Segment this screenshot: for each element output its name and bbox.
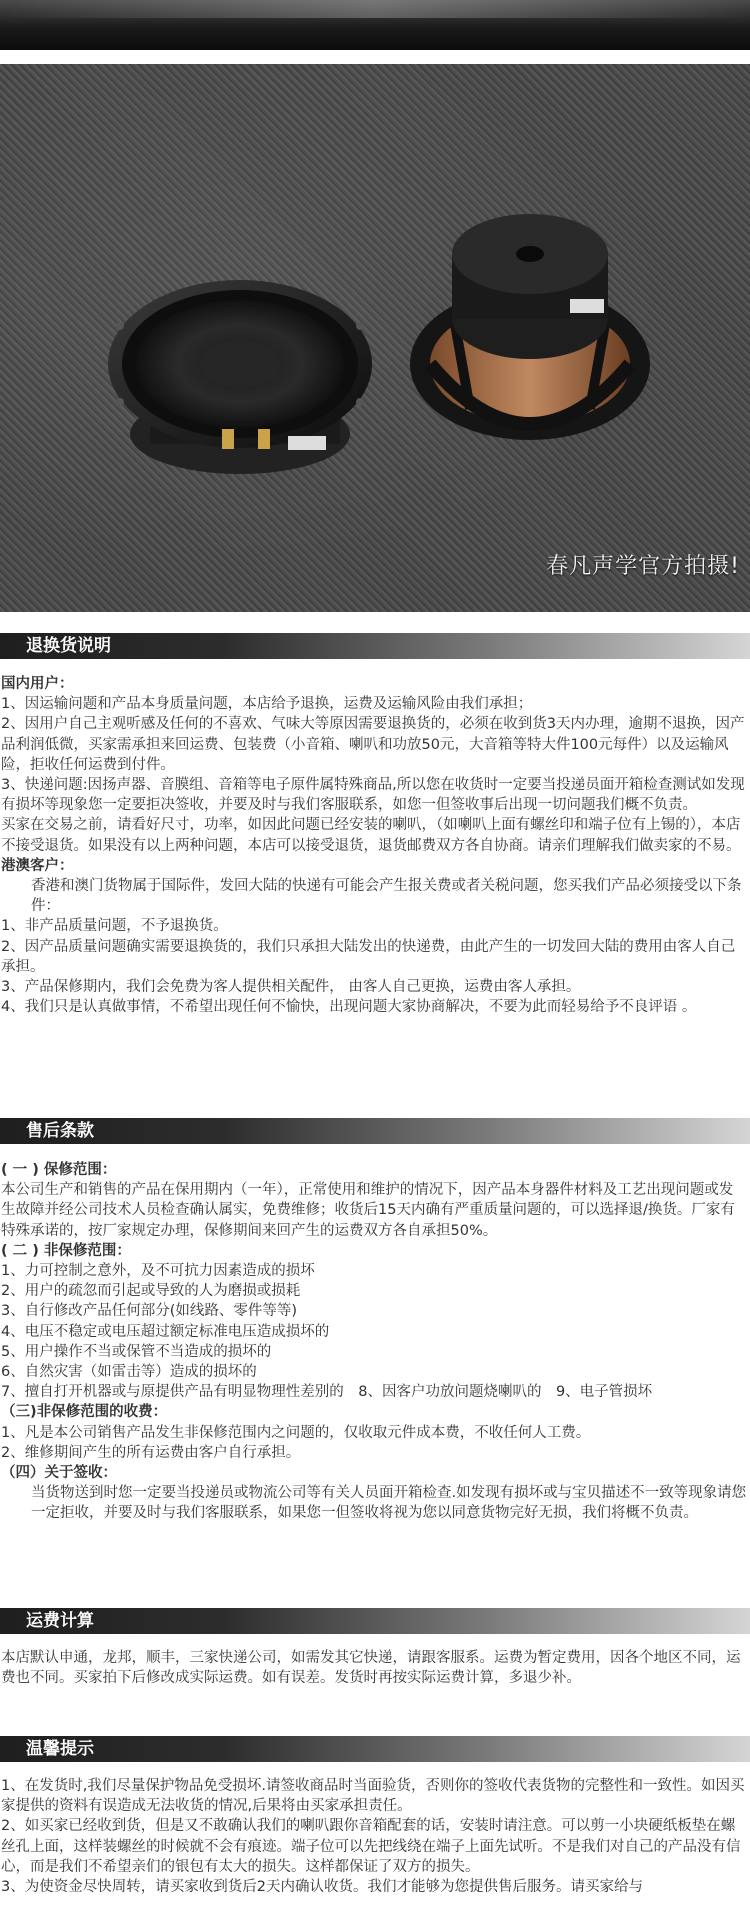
speakers-illustration bbox=[0, 64, 750, 612]
returns-line: 买家在交易之前，请看好尺寸，功率，如因此问题已经安装的喇叭，（如喇叭上面有螺丝印和端子位有上锡的），本店不接受退货。如果没有以上两种问题，本店可以接受退货，退货邮费双方各自协商。请亲们理解我们做卖家的不易。 bbox=[1, 817, 741, 854]
non-warranty-line: 3、自行修改产品任何部分(如线路、零件等等) bbox=[1, 1303, 298, 1320]
section-title: 售后条款 bbox=[26, 1121, 94, 1141]
tips-line: 2、如买家已经收到货，但是又不敢确认我们的喇叭跟你音箱配套的话，安装时请注意。可以剪一小块硬纸板垫在螺丝孔上面，这样装螺丝的时候就不会有痕迹。端子位可以先把线绕在端子上面先试听。不是我们对自己的产品没有信心，而是我们不希望亲们的银包有太大的损失。这样都保证了双方的损失。 bbox=[1, 1818, 741, 1875]
returns-line: 1、因运输问题和产品本身质量问题，本店给予退换，运费及运输风险由我们承担； bbox=[1, 696, 533, 713]
section-title: 运费计算 bbox=[26, 1611, 94, 1631]
section-title: 退换货说明 bbox=[26, 636, 111, 656]
tips-content bbox=[1, 1776, 747, 1897]
section-title: 温馨提示 bbox=[26, 1739, 94, 1759]
non-warranty-line: 5、用户操作不当或保管不当造成的损坏的 bbox=[1, 1343, 272, 1360]
section-header-tips bbox=[0, 1736, 750, 1762]
hk-heading: 港澳客户： bbox=[1, 857, 74, 874]
fees-heading: （三)非保修范围的收费： bbox=[1, 1404, 168, 1421]
non-warranty-line: 7、擅自打开机器或与原提供产品有明显物理性差别的 8、因客户功放问题烧喇叭的 9、电子管损坏 bbox=[1, 1384, 653, 1401]
section-header-returns bbox=[0, 633, 750, 659]
photo-watermark: 春凡声学官方拍摄! bbox=[546, 554, 740, 579]
shipping-content bbox=[1, 1648, 747, 1688]
fees-line: 1、凡是本公司销售产品发生非保修范围内之问题的，仅收取元件成本费，不收任何人工费。 bbox=[1, 1424, 591, 1441]
tips-line: 3、为使资金尽快周转，请买家收到货后2天内确认收货。我们才能够为您提供售后服务。请买家给与 bbox=[1, 1879, 643, 1896]
hk-line: 4、我们只是认真做事情，不希望出现任何不愉快，出现问题大家协商解决，不要为此而轻易给予不良评语 。 bbox=[1, 999, 697, 1016]
non-warranty-line: 6、自然灾害（如雷击等）造成的损坏的 bbox=[1, 1364, 257, 1381]
non-warranty-line: 1、力可控制之意外，及不可抗力因素造成的损坏 bbox=[1, 1263, 315, 1280]
returns-content bbox=[1, 674, 747, 1017]
shipping-text: 本店默认申通，龙邦，顺丰，三家快递公司，如需发其它快递，请跟客服系。运费为暂定费用，因各个地区不同，运费也不同。买家拍下后修改成实际运费。如有误差。发货时再按实际运费计算，多退少补。 bbox=[1, 1650, 741, 1687]
hk-line: 1、非产品质量问题，不予退换货。 bbox=[1, 918, 228, 935]
aftersales-content bbox=[1, 1160, 747, 1524]
hk-line: 3、产品保修期内，我们会免费为客人提供相关配件， 由客人自己更换，运费由客人承担。 bbox=[1, 979, 581, 996]
product-photo bbox=[0, 64, 750, 612]
warranty-heading: ( 一 ) 保修范围： bbox=[1, 1162, 117, 1178]
section-header-shipping bbox=[0, 1608, 750, 1634]
sign-text: 当货物送到时您一定要当投递员或物流公司等有关人员面开箱检查.如发现有损坏或与宝贝描述不一致等现象请您一定拒收，并要及时与我们客服联系，如果您一但签收将视为您以同意货物完好无损，我们将概不负责。 bbox=[31, 1485, 747, 1522]
fees-line: 2、维修期间产生的所有运费由客户自行承担。 bbox=[1, 1444, 301, 1461]
warranty-text: 本公司生产和销售的产品在保用期内（一年），正常使用和维护的情况下，因产品本身器件材料及工艺出现问题或发生故障并经公司技术人员检查确认属实，免费维修；收货后15天内确有严重质量问题的，可以选择退/换货。厂家有特殊承诺的，按厂家规定办理，保修期间来回产生的运费双方各自承担50%。 bbox=[1, 1182, 735, 1239]
tips-line: 1、在发货时,我们尽量保护物品免受损坏.请签收商品时当面验货，否则你的签收代表货物的完整性和一致性。如因买家提供的资料有误造成无法收货的情况,后果将由买家承担责任。 bbox=[1, 1778, 745, 1815]
section-header-aftersales bbox=[0, 1118, 750, 1144]
hk-line: 2、因产品质量问题确实需要退换货的，我们只承担大陆发出的快递费，由此产生的一切发回大陆的费用由客人自己承担。 bbox=[1, 938, 736, 975]
sign-heading: （四）关于签收： bbox=[1, 1465, 117, 1482]
domestic-heading: 国内用户： bbox=[1, 676, 74, 692]
non-warranty-line: 2、用户的疏忽而引起或导致的人为磨损或损耗 bbox=[1, 1283, 301, 1300]
returns-line: 3、快递问题:因扬声器、音膜组、音箱等电子原件属特殊商品,所以您在收货时一定要当投递员面开箱检查测试如发现有损坏等现象您一定要拒决签收，并要及时与我们客服联系，如您一但签收事后出现一切问题我们概不负责。 bbox=[1, 777, 745, 814]
non-warranty-heading: ( 二 ) 非保修范围： bbox=[1, 1242, 131, 1259]
returns-line: 2、因用户自己主观听感及任何的不喜欢、气味大等原因需要退换货的，必须在收到货3天内办理，逾期不退换，因产品利润低微，买家需承担来回运费、包装费（小音箱、喇叭和功放50元，大音箱等特大件100元每件）以及运输风险，拒收任何运费到付件。 bbox=[1, 716, 745, 773]
hk-intro: 香港和澳门货物属于国际件，发回大陆的快递有可能会产生报关费或者关税问题，您买我们产品必须接受以下条件： bbox=[31, 878, 742, 915]
top-banner bbox=[0, 0, 750, 50]
non-warranty-line: 4、电压不稳定或电压超过额定标准电压造成损坏的 bbox=[1, 1323, 330, 1340]
